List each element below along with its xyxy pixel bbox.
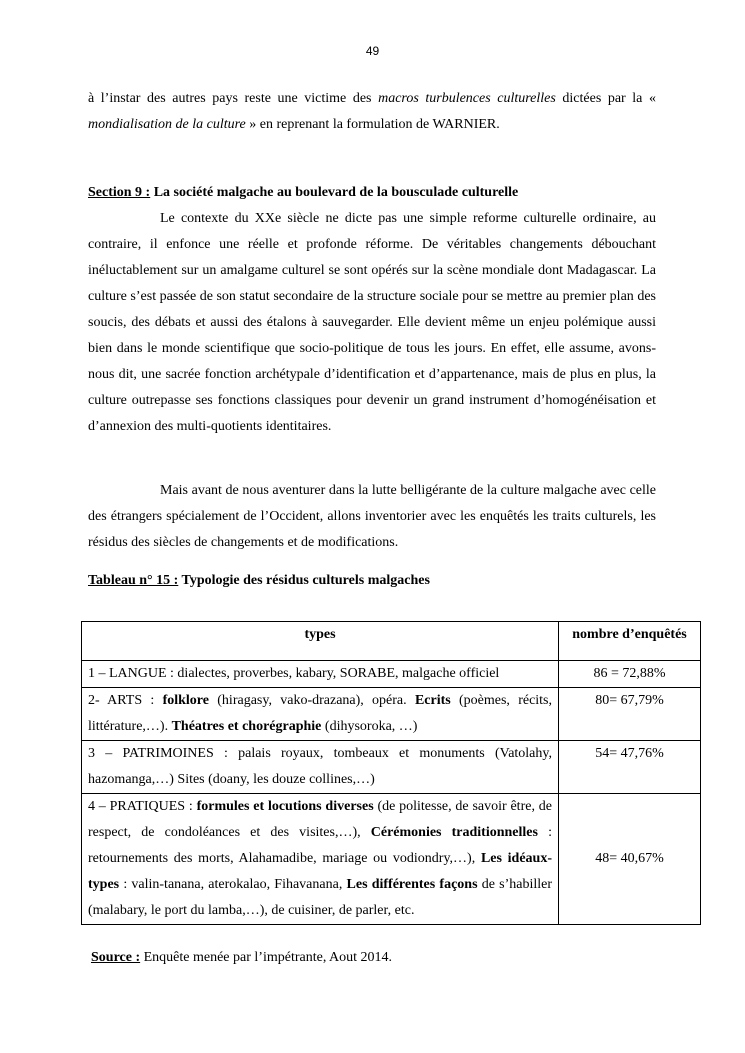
cell-text: 1 – LANGUE : dialectes, proverbes, kabary, SORABE, malgache officiel [88,666,500,681]
section-title: La société malgache au boulevard de la bousculade culturelle [150,185,519,200]
intro-text: à l’instar des autres pays reste une victime des [88,91,379,106]
table-title: Typologie des résidus culturels malgaches [178,573,430,588]
cell-text: (de politesse, de savoir être, de respect, de condoléances et des visites,…), [88,799,552,840]
cell-bold-text: Les différentes façons [346,877,478,892]
cell-text: (dihysoroka, …) [321,719,418,734]
count-cell: 48= 40,67% [559,794,701,925]
body-paragraph: Le contexte du XXe siècle ne dicte pas une simple reforme culturelle ordinaire, au contraire, il enfonce une réelle et profonde réforme. De véritables changements débouchant inéluctablement sur un amalgame culturel se sont opérés sur la scène mondiale dont Madagascar. La culture s’est passée de son statut secondaire de la structure sociale pour se mettre au premier plan des soucis, des débats et aussi des étalons à sauvegarder. Elle devient même un enjeu polémique aussi bien dans le monde scientifique que socio-politique de tous les jours. En effet, elle assume, avons-nous dit, une sacrée fonction archétypale d’identification et d’appartenance, mais de plus en plus, la culture outrepasse ses fonctions classiques pour devenir un grand instrument d’homogénéisation et d’annexion des multi-quotients identitaires. [88,211,656,434]
cell-bold-text: Cérémonies traditionnelles [370,825,538,840]
cell-bold-text: Théatres et chorégraphie [171,719,322,734]
table-caption [88,568,656,594]
intro-italic: mondialisation de la culture [88,117,246,132]
type-cell [82,661,559,688]
cell-text: de s’habiller (malabary, le port du lamba,…), de cuisiner, de parler, etc. [88,877,553,918]
intro-text: » en reprenant la formulation de WARNIER. [245,117,500,132]
cell-text: (poèmes, récits, littérature,…). [88,693,553,734]
cell-bold-text: formules et locutions diverses [196,799,374,814]
cell-text: : retournements des morts, Alahamadibe, mariage ou vodiondry,…), [88,825,552,866]
table-header-cell: types [82,622,559,661]
cell-text: 3 – PATRIMOINES : palais royaux, tombeaux et monuments (Vatolahy, hazomanga,…) Sites (doany, les douze collines,…) [88,746,552,787]
table-label: Tableau n° 15 : [88,573,179,588]
table-header-cell: nombre d’enquêtés [559,622,701,661]
table-row [82,794,701,925]
cell-bold-text: folklore [162,693,209,708]
count-cell: 86 = 72,88% [559,661,701,688]
table-header-row [82,622,701,661]
cell-bold-text: Les idéaux-types [88,851,552,892]
cell-text: : valin-tanana, aterokalao, Fihavanana, [119,877,347,892]
cell-text: 4 – PRATIQUES : [88,799,197,814]
source-text: Enquête menée par l’impétrante, Aout 2014. [140,950,393,965]
table-row [82,688,701,741]
data-table [81,621,701,925]
count-cell: 54= 47,76% [559,741,701,794]
type-cell [82,688,559,741]
table-row [82,741,701,794]
body-paragraph: Mais avant de nous aventurer dans la lutte belligérante de la culture malgache avec celle des étrangers spécialement de l’Occident, allons inventorier avec les enquêtés les traits culturels, les résidus des siècles de changements et de modifications. [88,483,656,550]
count-cell: 80= 67,79% [559,688,701,741]
section-heading [88,180,656,206]
intro-paragraph [88,86,656,138]
table-source [91,945,392,971]
cell-text: (hiragasy, vako-drazana), opéra. [208,693,415,708]
cell-text: 2- ARTS : [88,693,163,708]
intro-italic: macros turbulences culturelles [378,91,556,106]
source-label: Source : [91,950,141,965]
type-cell [82,741,559,794]
intro-text: dictées par la « [555,91,656,106]
type-cell [82,794,559,925]
page-number: 49 [365,44,380,58]
cell-bold-text: Ecrits [414,693,451,708]
section-label: Section 9 : [88,185,151,200]
table-row [82,661,701,688]
